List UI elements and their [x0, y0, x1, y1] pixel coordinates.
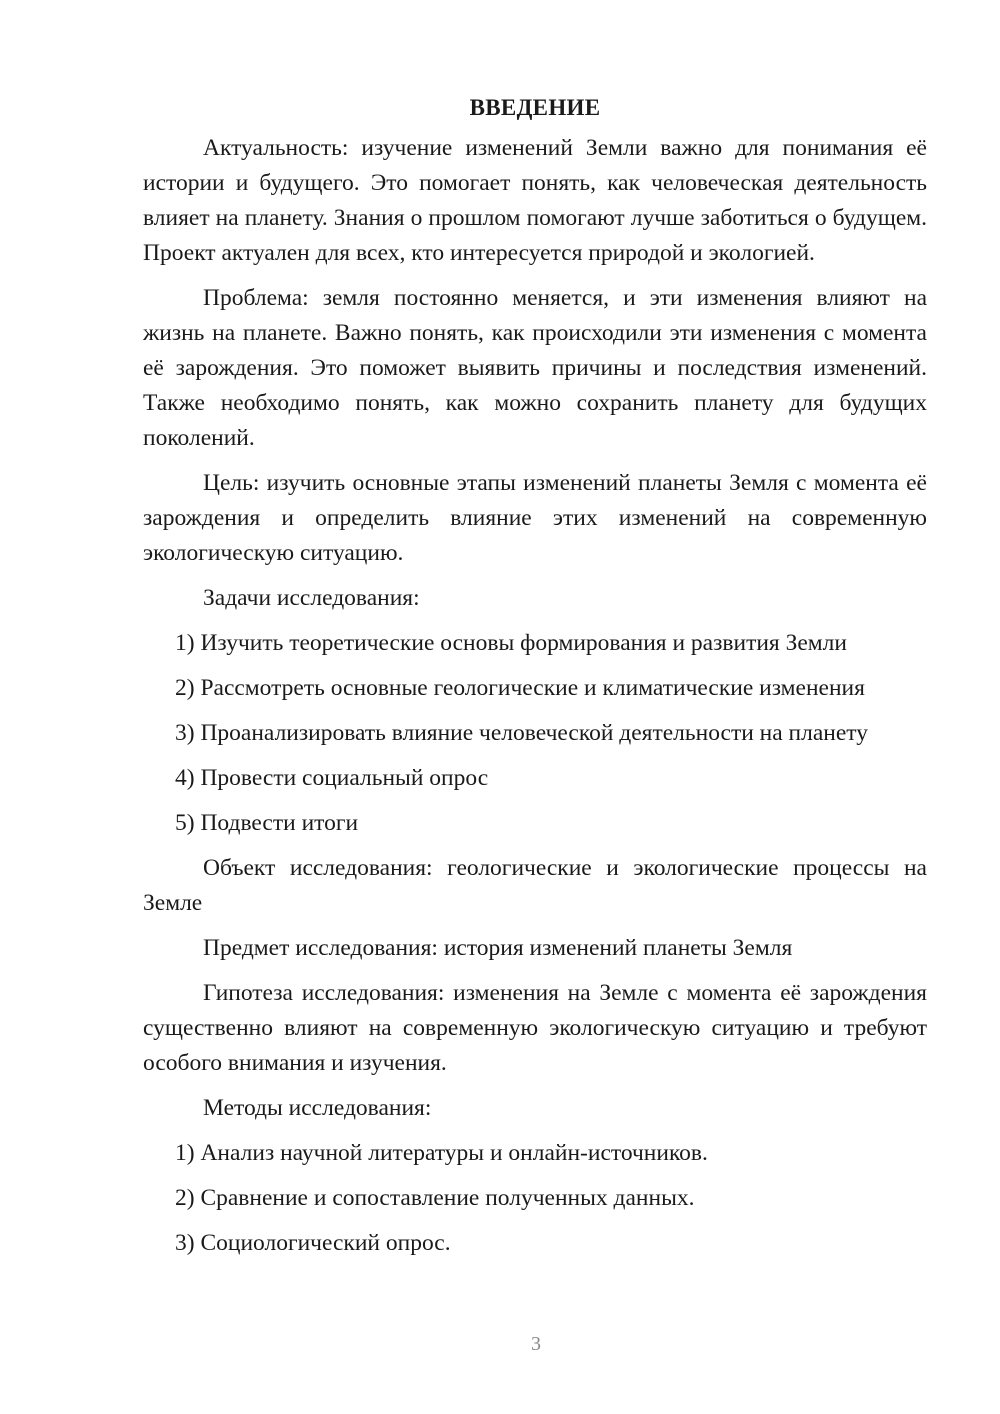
object-paragraph: Объект исследования: геологические и экологические процессы на Земле [143, 855, 927, 916]
methods-label: Методы исследования: [203, 1095, 432, 1121]
task-item: 5) Подвести итоги [175, 810, 359, 836]
methods-list [143, 1136, 927, 1261]
hypothesis-paragraph: Гипотеза исследования: изменения на Земле с момента её зарождения существенно влияют на современную экологическую ситуацию и требуют особого внимания и изучения. [143, 980, 927, 1076]
page-number: 3 [531, 1333, 541, 1355]
method-item: 3) Социологический опрос. [175, 1230, 451, 1256]
task-item: 3) Проанализировать влияние человеческой деятельности на планету [175, 720, 869, 746]
tasks-label: Задачи исследования: [203, 585, 420, 611]
problem-paragraph: Проблема: земля постоянно меняется, и эти изменения влияют на жизнь на планете. Важно понять, как происходили эти изменения с момента её зарождения. Это поможет выявить причины и последствия изменений. Также необходимо понять, как можно сохранить планету для будущих поколений. [143, 285, 927, 451]
tasks-list [143, 626, 927, 841]
task-item: 4) Провести социальный опрос [175, 765, 489, 791]
method-item: 2) Сравнение и сопоставление полученных данных. [175, 1185, 695, 1211]
relevance-paragraph: Актуальность: изучение изменений Земли важно для понимания её истории и будущего. Это помогает понять, как человеческая деятельность влияет на планету. Знания о прошлом помогают лучше заботиться о будущем. Проект актуален для всех, кто интересуется природой и экологией. [143, 135, 927, 266]
page-content [143, 90, 927, 1271]
task-item: 1) Изучить теоретические основы формирования и развития Земли [175, 630, 847, 656]
section-title: ВВЕДЕНИЕ [469, 95, 601, 120]
subject-paragraph: Предмет исследования: история изменений планеты Земля [203, 935, 793, 961]
goal-paragraph: Цель: изучить основные этапы изменений планеты Земля с момента её зарождения и определить влияние этих изменений на современную экологическую ситуацию. [143, 470, 927, 566]
task-item: 2) Рассмотреть основные геологические и климатические изменения [175, 675, 865, 701]
method-item: 1) Анализ научной литературы и онлайн-источников. [175, 1140, 708, 1166]
